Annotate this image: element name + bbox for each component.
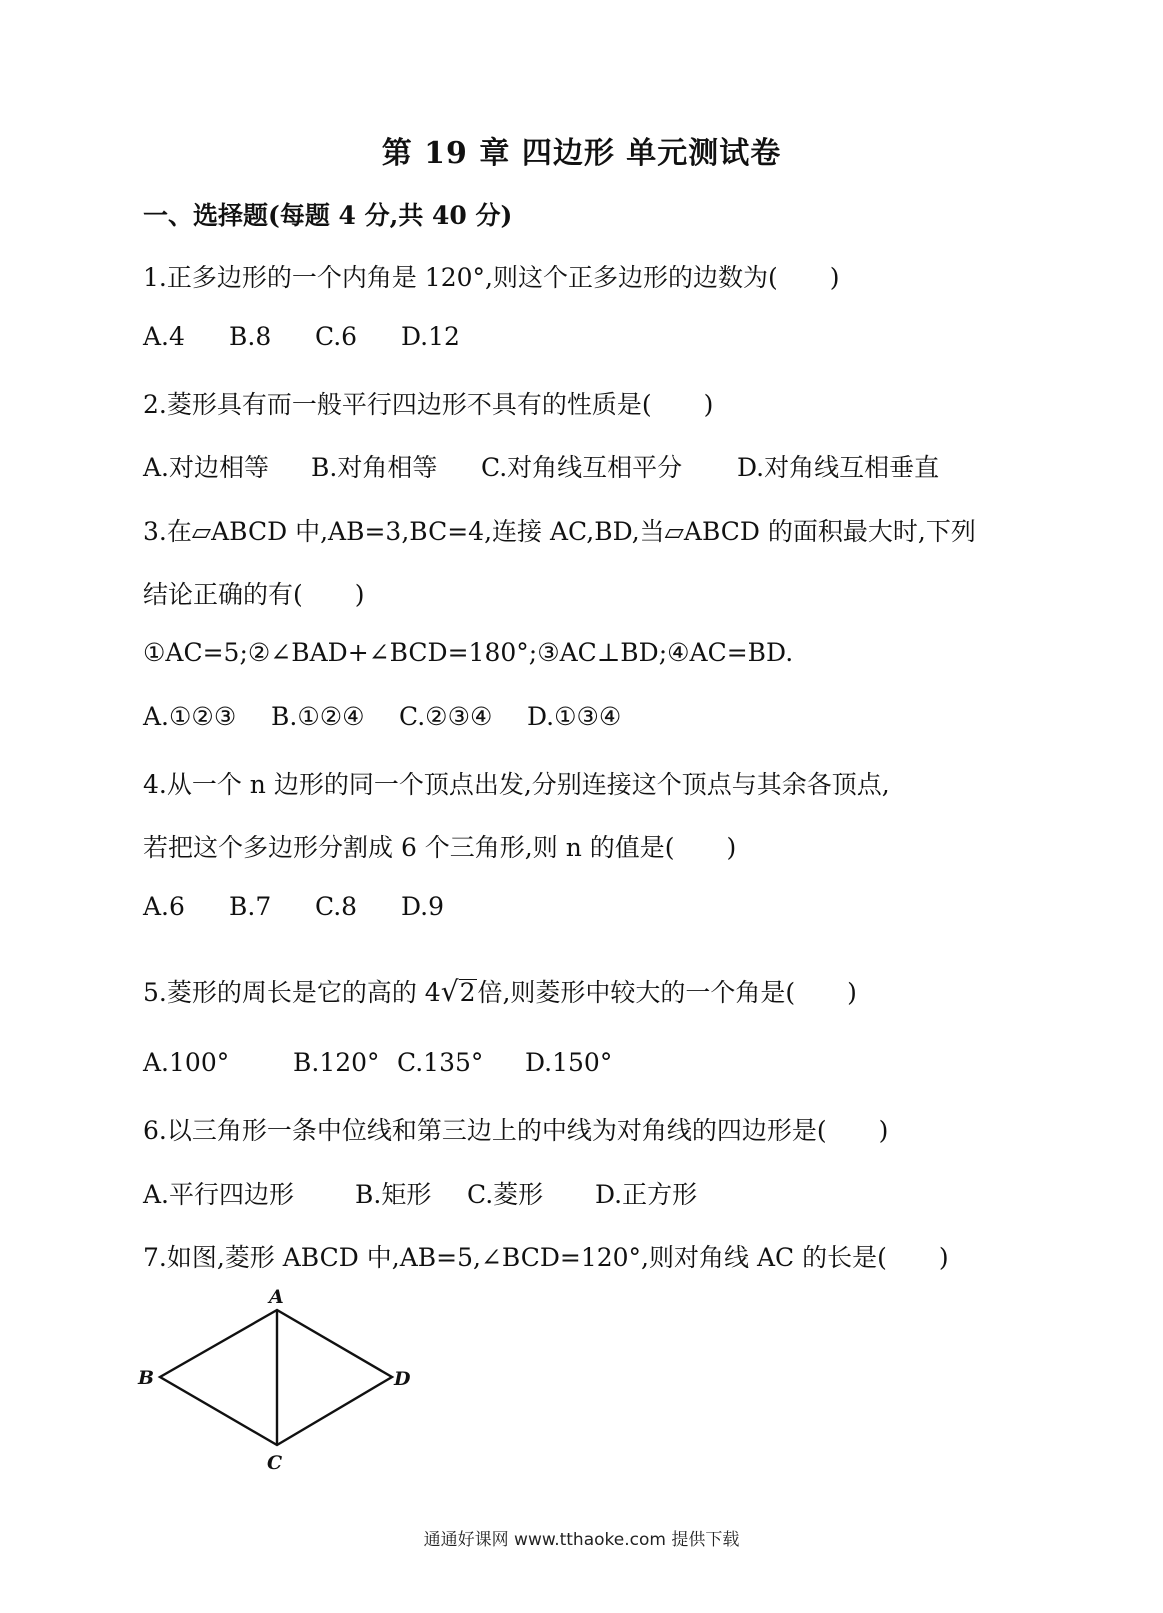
q1-option-c: C.6	[315, 322, 358, 351]
question-5-stem	[143, 973, 857, 1009]
question-1-stem	[143, 258, 839, 294]
question-4-stem-line-1: 4.从一个 n 边形的同一个顶点出发,分别连接这个顶点与其余各顶点,	[143, 770, 890, 799]
q6-option-c: C.菱形	[467, 1180, 544, 1209]
q2-option-a: A.对边相等	[143, 453, 270, 482]
vertex-label-a: A	[269, 1286, 284, 1308]
vertex-label-d: D	[394, 1368, 411, 1390]
vertex-label-b: B	[138, 1367, 155, 1389]
q6-option-b: B.矩形	[355, 1180, 432, 1209]
q5-option-a: A.100°	[143, 1048, 230, 1077]
question-3-stem-line-2	[143, 575, 365, 611]
question-6-stem	[143, 1111, 888, 1147]
q5-option-b: B.120°	[293, 1048, 380, 1077]
sqrt-expression: √2	[440, 975, 476, 1008]
question-3-conclusions: ①AC=5;②∠BAD+∠BCD=180°;③AC⊥BD;④AC=BD.	[143, 638, 794, 667]
question-2-stem	[143, 385, 713, 421]
question-5-close-paren: )	[847, 978, 857, 1007]
question-4-options	[143, 892, 444, 921]
question-5-text-before: 5.菱形的周长是它的高的 4	[143, 978, 441, 1007]
q1-option-a: A.4	[143, 322, 185, 351]
question-4-text: 若把这个多边形分割成 6 个三角形,则 n 的值是(	[143, 833, 675, 862]
q3-option-d: D.①③④	[527, 702, 622, 731]
section-heading: 一、选择题(每题 4 分,共 40 分)	[143, 201, 513, 230]
q2-option-d: D.对角线互相垂直	[737, 453, 940, 482]
question-6-text: 6.以三角形一条中位线和第三边上的中线为对角线的四边形是(	[143, 1116, 827, 1145]
sqrt-radicand: 2	[459, 978, 476, 1007]
q4-option-b: B.7	[229, 892, 272, 921]
q2-option-b: B.对角相等	[311, 453, 438, 482]
q6-option-d: D.正方形	[595, 1180, 698, 1209]
page-footer: 通通好课网 www.tthaoke.com 提供下载	[423, 1530, 740, 1550]
question-2-text: 2.菱形具有而一般平行四边形不具有的性质是(	[143, 390, 652, 419]
q2-option-c: C.对角线互相平分	[481, 453, 683, 482]
q4-option-d: D.9	[401, 892, 445, 921]
question-1-close-paren: )	[829, 263, 840, 292]
question-2-options	[143, 448, 939, 484]
q3-option-c: C.②③④	[399, 702, 493, 731]
q4-option-c: C.8	[315, 892, 358, 921]
q3-option-a: A.①②③	[143, 702, 237, 731]
question-7-close-paren: )	[938, 1243, 949, 1272]
question-2-close-paren: )	[703, 390, 714, 419]
question-1-options	[143, 322, 460, 351]
question-7-text: 7.如图,菱形 ABCD 中,AB=5,∠BCD=120°,则对角线 AC 的长是(	[143, 1243, 887, 1272]
q6-option-a: A.平行四边形	[143, 1180, 295, 1209]
q5-option-d: D.150°	[525, 1048, 613, 1077]
q4-option-a: A.6	[143, 892, 185, 921]
q1-option-b: B.8	[229, 322, 272, 351]
question-3-close-paren: )	[354, 580, 365, 609]
q5-option-c: C.135°	[397, 1048, 484, 1077]
question-3-options	[143, 702, 621, 731]
question-4-stem-line-2	[143, 828, 736, 864]
q1-option-d: D.12	[401, 322, 460, 351]
question-6-close-paren: )	[878, 1116, 889, 1145]
question-3-text: 结论正确的有(	[143, 580, 303, 609]
question-1-text: 1.正多边形的一个内角是 120°,则这个正多边形的边数为(	[143, 263, 778, 292]
question-6-options	[143, 1175, 697, 1211]
question-5-options	[143, 1048, 612, 1077]
question-7-stem	[143, 1238, 949, 1274]
vertex-label-c: C	[267, 1452, 283, 1474]
rhombus-figure	[130, 1285, 430, 1480]
question-5-text-after: 倍,则菱形中较大的一个角是(	[477, 978, 796, 1007]
question-3-stem-line-1: 3.在▱ABCD 中,AB=3,BC=4,连接 AC,BD,当▱ABCD 的面积最大时,下列	[143, 517, 976, 546]
page-title: 第 19 章 四边形 单元测试卷	[381, 136, 782, 171]
q3-option-b: B.①②④	[271, 702, 365, 731]
question-4-close-paren: )	[726, 833, 737, 862]
